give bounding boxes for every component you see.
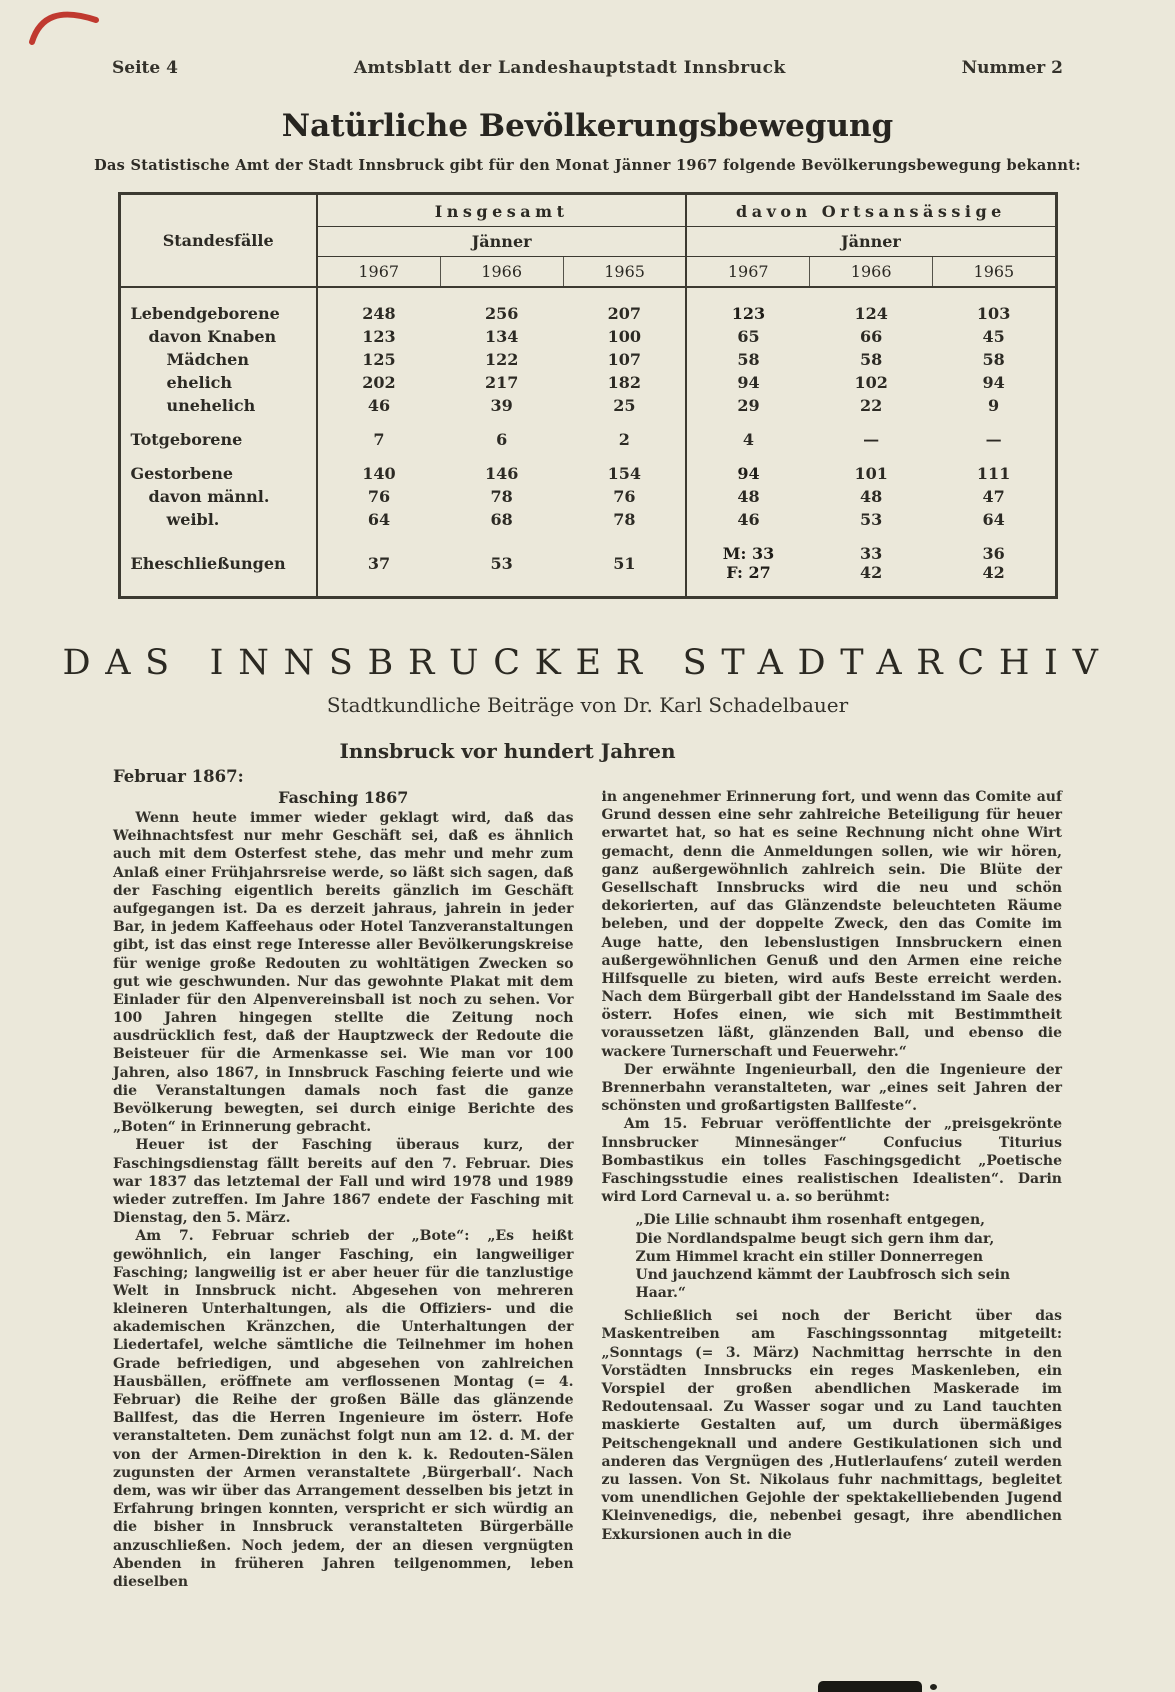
cell-value: 29: [686, 394, 809, 417]
cell-value: 58: [982, 350, 1005, 369]
dateline: Februar 1867:: [113, 767, 244, 786]
cell-value: 22: [860, 396, 883, 415]
article-paragraph: in angenehmer Erinnerung fort, und wenn das Comite auf Grund dessen eine sehr zahlreiche Beteiligung für heuer erwartet hat, so hat es seine Rechnung nicht ohne Wirt gemacht, denn die Anmeldungen sollen, wie wir hören, ganz außergewöhnlich zahlreich sein. Die Blüte der Gesellschaft Innsbrucks wird die neu und schön dekorierten, auf das Glänzendste beleuchteten Räume beleben, und der doppelte Zweck, den das Comite im Auge hatte, den lebenslustigen Innsbruckern einen außergewöhnlichen Genuß und den Armen eine reiche Hilfsquelle zu bieten, wird aufs Beste erreicht werden. Nach dem Bürgerball gibt der Handelsstand im Saale des österr. Hofes einen, wie sich mit Bestimmtheit voraussetzen läßt, glänzenden Ball, und ebenso die wackere Turnerschaft und Feuerwehr.“: [601, 789, 1062, 1060]
cell-value: 94: [982, 373, 1005, 392]
cell-value: 100: [607, 327, 642, 346]
cell-value: 217: [484, 373, 519, 392]
article-paragraph: Heuer ist der Fasching überaus kurz, der Faschingsdienstag fällt bereits auf den 7. Februar. Dies war 1837 das letztemal der Fall und wird 1978 und 1989 wieder zutreffen. Im Jahre 1867 endete der Fasching mit Dienstag, den 5. März.: [113, 1137, 574, 1227]
stadtarchiv-section: [0, 643, 1175, 1591]
row-label: Eheschließungen: [119, 531, 317, 598]
article-columns: [0, 786, 1175, 1591]
column-header-standesfaelle: Standesfälle: [119, 194, 317, 288]
ink-dot: [930, 1684, 937, 1690]
cell-value: [810, 531, 933, 598]
cell-value: 64: [367, 510, 391, 529]
year-header: 1966: [440, 257, 563, 288]
cell-value: 78: [490, 487, 513, 506]
cell-value: 123: [362, 327, 396, 346]
cell-value: 39: [490, 396, 513, 415]
cell-value: 66: [860, 327, 883, 346]
cell-value: 64: [982, 510, 1005, 529]
poem-line: Zum Himmel kracht ein stiller Donnerregen: [635, 1248, 984, 1265]
cell-value: [933, 531, 1056, 598]
masthead-title: Amtsblatt der Landeshauptstadt Innsbruck: [353, 58, 786, 78]
cell-value: 53: [490, 553, 513, 573]
section-title: DAS INNSBRUCKER STADTARCHIV: [62, 643, 1113, 683]
fasching-heading: Fasching 1867: [278, 788, 409, 807]
row-label: Totgeborene: [119, 417, 317, 451]
cell-value-line: 36: [982, 544, 1005, 563]
cell-value: 2: [618, 430, 630, 449]
year-header: 1966: [810, 257, 933, 288]
stats-subtitle: Das Statistische Amt der Stadt Innsbruck gibt für den Monat Jänner 1967 folgende Bevölkerungsbewegung bekannt:: [94, 157, 1081, 174]
cell-value: 46: [686, 508, 809, 531]
cell-value: 122: [484, 350, 519, 369]
red-ink-mark: [26, 4, 104, 52]
cell-value: 51: [613, 553, 636, 573]
cell-value: [686, 531, 809, 598]
cell-value: 7: [373, 430, 385, 449]
cell-value: 78: [613, 510, 636, 529]
cell-value: 102: [854, 373, 888, 392]
cell-value: —: [863, 430, 880, 449]
cell-value: 154: [607, 464, 642, 483]
cell-value: 58: [860, 350, 883, 369]
article-paragraph: Am 15. Februar veröffentlichte der „preisgekrönte Innsbrucker Minnesänger“ Confucius Titurius Bombastikus ein tolles Faschingsgedicht „Poetische Faschingsstudie eines realistischen Idealisten“. Darin wird Lord Carneval u. a. so berühmt:: [601, 1116, 1062, 1206]
cell-value-line: F: 27: [726, 563, 771, 582]
cell-value: 202: [362, 373, 396, 392]
section-subtitle: Stadtkundliche Beiträge von Dr. Karl Schadelbauer: [326, 693, 849, 717]
row-label: Mädchen: [119, 348, 317, 371]
year-header: 1965: [933, 257, 1056, 288]
cell-value: 125: [362, 350, 396, 369]
article-column-left: [113, 788, 574, 1591]
issue-number: Nummer 2: [961, 58, 1063, 78]
cell-value: 124: [854, 304, 888, 323]
row-label: ehelich: [119, 371, 317, 394]
cell-value: 48: [860, 487, 883, 506]
poem-line: „Die Lilie schnaubt ihm rosenhaft entgegen,: [635, 1212, 985, 1229]
table-row: [119, 371, 1056, 394]
cell-value: 76: [613, 487, 636, 506]
page-number: Seite 4: [112, 58, 178, 78]
row-label: weibl.: [119, 508, 317, 531]
stats-title: Natürliche Bevölkerungsbewegung: [281, 108, 894, 144]
masthead: [0, 0, 1175, 78]
cell-value: 248: [362, 304, 396, 323]
cell-value-line: 42: [982, 563, 1005, 582]
article-title: Innsbruck vor hundert Jahren: [339, 739, 676, 763]
stats-table-body: [119, 287, 1056, 598]
year-header: 1965: [563, 257, 686, 288]
article-column-right: [602, 788, 1063, 1591]
year-header: 1967: [686, 257, 809, 288]
article-paragraph: Am 7. Februar schrieb der „Bote“: „Es heißt gewöhnlich, ein langer Fasching, ein langweiliger Fasching; langweilig ist er aber heuer für die tanzlustige Welt in Innsbruck nicht. Abgesehen von mehreren kleineren Unterhaltungen, als die Offiziers- und die akademischen Kränzchen, die Unterhaltungen der Liedertafel, welche sämtliche die Teilnehmer im hohen Grade befriedigen, und abgesehen von zahlreichen Hausbällen, eröffnete am verflossenen Montag (= 4. Februar) die Reihe der großen Bälle das glänzende Ballfest, das die Herren Ingenieure im österr. Hofe veranstalteten. Dem zunächst folgt nun am 12. d. M. der von der Armen-Direktion in den k. k. Redouten-Sälen zugunsten der Armen veranstaltete ‚Bürgerball‘. Nach dem, was wir über das Arrangement desselben bis jetzt in Erfahrung bringen konnten, verspricht er sich würdig an die bisher in Innsbruck veranstalteten Bürgerbälle anzuschließen. Noch jedem, der an diesen vergnügten Abenden in früheren Jahren teilgenommen, leben dieselben: [113, 1228, 574, 1590]
article-paragraph: Der erwähnte Ingenieurball, den die Ingenieure der Brennerbahn veranstalteten, war „eines seit Jahren der schönsten und großartigsten Ballfeste“.: [601, 1061, 1062, 1115]
cell-value: 68: [490, 510, 513, 529]
cell-value: 207: [607, 304, 642, 323]
table-row: [119, 287, 1056, 325]
cell-value: 53: [860, 510, 883, 529]
cell-value: 123: [686, 287, 809, 325]
cell-value: 46: [367, 396, 391, 415]
table-row: [119, 348, 1056, 371]
cell-value: 182: [607, 373, 642, 392]
ink-smudge: [818, 1681, 922, 1692]
month-header-right: Jänner: [686, 227, 1056, 257]
cell-value-line: 33: [860, 544, 883, 563]
row-label: unehelich: [119, 394, 317, 417]
cell-value: 146: [484, 464, 519, 483]
cell-value: 25: [613, 396, 636, 415]
red-ink-mark-glyph: [26, 4, 104, 48]
cell-value: 107: [607, 350, 642, 369]
cell-value: 4: [686, 417, 809, 451]
cell-value: 134: [484, 327, 519, 346]
table-row: [119, 325, 1056, 348]
row-label: Lebendgeborene: [119, 287, 317, 325]
article-paragraph: Wenn heute immer wieder geklagt wird, daß das Weihnachtsfest nur mehr Geschäft sei, daß es ähnlich auch mit dem Osterfest stehe, das mehr und mehr zum Anlaß einer Frühjahrsreise werde, so läßt sich sagen, daß der Fasching eigentlich bereits gänzlich im Geschäft aufgegangen ist. Da es derzeit jahraus, jahrein in jeder Bar, in jedem Kaffeehaus oder Hotel Tanzveranstaltungen gibt, ist das einst rege Interesse aller Bevölkerungskreise für wenige große Redouten zu wohltätigen Zwecken so gut wie geschwunden. Nur das gewohnte Plakat mit dem Einlader für den Alpenvereinsball ist noch zu sehen. Vor 100 Jahren hingegen stellte die Zeitung noch ausdrücklich fest, daß der Hauptzweck der Redoute die Beisteuer für die Armenkasse sei. Wie man vor 100 Jahren, also 1867, in Innsbruck Fasching feierte und wie die Veranstaltungen damals noch fast die ganze Bevölkerung bewegten, sei durch einige Berichte des „Boten“ in Erinnerung gebracht.: [113, 810, 574, 1136]
table-row: [119, 394, 1056, 417]
cell-value: —: [985, 430, 1002, 449]
cell-value: 111: [976, 464, 1011, 483]
cell-value: 37: [367, 553, 391, 573]
cell-value: 94: [686, 371, 809, 394]
month-header-left: Jänner: [317, 227, 687, 257]
cell-value-line: 42: [860, 563, 883, 582]
cell-value-line: M: 33: [722, 544, 775, 563]
row-label: Gestorbene: [119, 451, 317, 485]
cell-value: 45: [982, 327, 1005, 346]
column-group-ortsansaessige: davon Ortsansässige: [686, 194, 1056, 227]
cell-value: 48: [686, 485, 809, 508]
table-row: [119, 508, 1056, 531]
column-group-insgesamt: Insgesamt: [317, 194, 687, 227]
poem-line: Die Nordlandspalme beugt sich gern ihm dar,: [635, 1230, 995, 1247]
year-header: 1967: [317, 257, 440, 288]
cell-value: 65: [686, 325, 809, 348]
cell-value: 58: [686, 348, 809, 371]
stats-table: [118, 192, 1058, 599]
article-paragraph: Schließlich sei noch der Bericht über das Maskentreiben am Faschingssonntag mitgeteilt: „Sonntags (= 3. März) Nachmittag herrschte in den Vorstädten Innsbrucks ein reges Maskenleben, ein Vorspiel der großen abendlichen Maskerade im Redoutensaal. Zu Wasser sogar und zu Land tauchten maskierte Gestalten auf, um durch übermäßiges Peitschengeknall und andere Gestikulationen sich und anderen das Vergnügen des ‚Hutlerlaufens‘ zuteil werden zu lassen. Von St. Nikolaus fuhr nachmittags, begleitet vom unendlichen Gejohle der spektakelliebenden Jugend Kleinvenedigs, die, nebenbei gesagt, ihre abendlichen Exkursionen auch in die: [601, 1308, 1062, 1543]
row-label: davon Knaben: [119, 325, 317, 348]
cell-value: 256: [484, 304, 519, 323]
cell-value: 103: [976, 304, 1011, 323]
cell-value: 76: [367, 487, 391, 506]
poem-block: [636, 1211, 1063, 1302]
table-row: [119, 485, 1056, 508]
cell-value: 94: [686, 451, 809, 485]
table-row: [119, 451, 1056, 485]
row-label: davon männl.: [119, 485, 317, 508]
poem-line: Und jauchzend kämmt der Laubfrosch sich sein Haar.“: [635, 1266, 1011, 1302]
cell-value: 6: [496, 430, 508, 449]
table-row: [119, 417, 1056, 451]
cell-value: 47: [982, 487, 1005, 506]
population-stats-section: [0, 108, 1175, 599]
cell-value: 101: [854, 464, 888, 483]
cell-value: 9: [988, 396, 1000, 415]
table-row: [119, 531, 1056, 598]
stats-table-header: [119, 194, 1056, 288]
cell-value: 140: [362, 464, 396, 483]
